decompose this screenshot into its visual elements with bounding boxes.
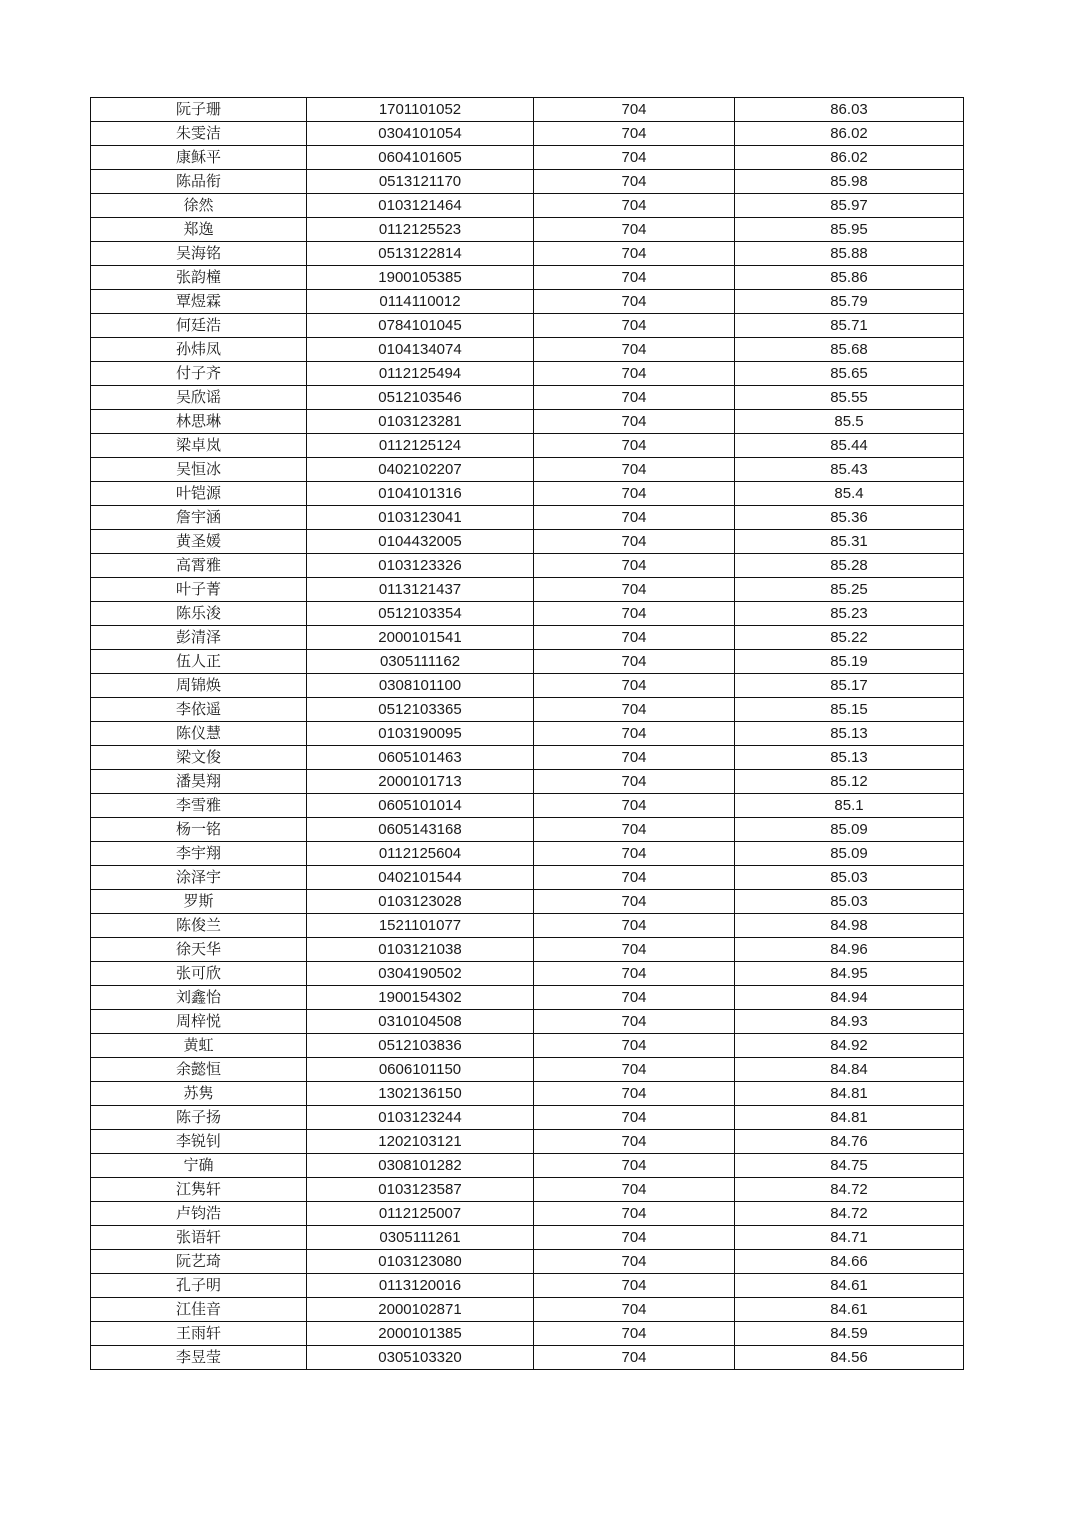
candidate-name-cell: 刘鑫怡 xyxy=(91,986,307,1010)
candidate-name-cell: 潘昊翔 xyxy=(91,770,307,794)
subject-code-cell: 704 xyxy=(534,410,735,434)
table-row xyxy=(91,1250,964,1274)
candidate-id-cell: 0112125124 xyxy=(307,434,534,458)
score-cell: 85.31 xyxy=(735,530,964,554)
table-row xyxy=(91,674,964,698)
subject-code-cell: 704 xyxy=(534,938,735,962)
score-cell: 84.93 xyxy=(735,1010,964,1034)
score-cell: 84.84 xyxy=(735,1058,964,1082)
candidate-name-cell: 王雨轩 xyxy=(91,1322,307,1346)
candidate-id-cell: 0604101605 xyxy=(307,146,534,170)
candidate-id-cell: 0103123587 xyxy=(307,1178,534,1202)
candidate-id-cell: 0305111162 xyxy=(307,650,534,674)
table-row xyxy=(91,170,964,194)
score-cell: 85.97 xyxy=(735,194,964,218)
table-row xyxy=(91,818,964,842)
candidate-id-cell: 0103121038 xyxy=(307,938,534,962)
subject-code-cell: 704 xyxy=(534,1178,735,1202)
candidate-id-cell: 1701101052 xyxy=(307,98,534,122)
candidate-id-cell: 0103121464 xyxy=(307,194,534,218)
table-row xyxy=(91,410,964,434)
subject-code-cell: 704 xyxy=(534,386,735,410)
score-cell: 85.1 xyxy=(735,794,964,818)
subject-code-cell: 704 xyxy=(534,122,735,146)
candidate-name-cell: 黄圣媛 xyxy=(91,530,307,554)
candidate-name-cell: 吴恒冰 xyxy=(91,458,307,482)
subject-code-cell: 704 xyxy=(534,866,735,890)
score-cell: 86.02 xyxy=(735,122,964,146)
table-row xyxy=(91,1010,964,1034)
score-cell: 84.56 xyxy=(735,1346,964,1370)
table-row xyxy=(91,1058,964,1082)
subject-code-cell: 704 xyxy=(534,482,735,506)
candidate-name-cell: 涂泽宇 xyxy=(91,866,307,890)
table-row xyxy=(91,290,964,314)
table-row xyxy=(91,1154,964,1178)
subject-code-cell: 704 xyxy=(534,578,735,602)
subject-code-cell: 704 xyxy=(534,314,735,338)
candidate-name-cell: 李依遥 xyxy=(91,698,307,722)
candidate-id-cell: 0310104508 xyxy=(307,1010,534,1034)
candidate-id-cell: 0606101150 xyxy=(307,1058,534,1082)
candidate-name-cell: 陈俊兰 xyxy=(91,914,307,938)
subject-code-cell: 704 xyxy=(534,1106,735,1130)
subject-code-cell: 704 xyxy=(534,434,735,458)
candidate-id-cell: 0103123041 xyxy=(307,506,534,530)
candidate-id-cell: 0103190095 xyxy=(307,722,534,746)
subject-code-cell: 704 xyxy=(534,818,735,842)
candidate-name-cell: 张语轩 xyxy=(91,1226,307,1250)
candidate-id-cell: 0103123028 xyxy=(307,890,534,914)
table-row xyxy=(91,482,964,506)
table-row xyxy=(91,866,964,890)
score-cell: 85.15 xyxy=(735,698,964,722)
table-row xyxy=(91,722,964,746)
candidate-id-cell: 0402101544 xyxy=(307,866,534,890)
score-cell: 84.61 xyxy=(735,1298,964,1322)
candidate-name-cell: 吴海铭 xyxy=(91,242,307,266)
candidate-id-cell: 0784101045 xyxy=(307,314,534,338)
candidate-name-cell: 梁文俊 xyxy=(91,746,307,770)
candidate-id-cell: 0512103546 xyxy=(307,386,534,410)
candidate-id-cell: 1202103121 xyxy=(307,1130,534,1154)
subject-code-cell: 704 xyxy=(534,722,735,746)
subject-code-cell: 704 xyxy=(534,146,735,170)
candidate-name-cell: 阮艺琦 xyxy=(91,1250,307,1274)
candidate-name-cell: 张韵橦 xyxy=(91,266,307,290)
score-cell: 85.79 xyxy=(735,290,964,314)
table-row xyxy=(91,650,964,674)
subject-code-cell: 704 xyxy=(534,794,735,818)
score-cell: 84.66 xyxy=(735,1250,964,1274)
candidate-name-cell: 李宇翔 xyxy=(91,842,307,866)
score-cell: 85.22 xyxy=(735,626,964,650)
candidate-name-cell: 康稣平 xyxy=(91,146,307,170)
candidate-name-cell: 孔子明 xyxy=(91,1274,307,1298)
table-row xyxy=(91,194,964,218)
score-cell: 86.03 xyxy=(735,98,964,122)
score-cell: 85.43 xyxy=(735,458,964,482)
candidate-name-cell: 梁卓岚 xyxy=(91,434,307,458)
candidate-name-cell: 张可欣 xyxy=(91,962,307,986)
candidate-name-cell: 何廷浩 xyxy=(91,314,307,338)
candidate-id-cell: 2000101713 xyxy=(307,770,534,794)
table-row xyxy=(91,1106,964,1130)
candidate-id-cell: 0114110012 xyxy=(307,290,534,314)
table-row xyxy=(91,266,964,290)
candidate-id-cell: 0512103836 xyxy=(307,1034,534,1058)
candidate-id-cell: 0605101463 xyxy=(307,746,534,770)
score-cell: 84.95 xyxy=(735,962,964,986)
score-cell: 85.36 xyxy=(735,506,964,530)
candidate-name-cell: 周梓悦 xyxy=(91,1010,307,1034)
table-row xyxy=(91,842,964,866)
score-cell: 84.96 xyxy=(735,938,964,962)
candidate-name-cell: 陈子扬 xyxy=(91,1106,307,1130)
table-row xyxy=(91,1178,964,1202)
subject-code-cell: 704 xyxy=(534,986,735,1010)
subject-code-cell: 704 xyxy=(534,1058,735,1082)
table-row xyxy=(91,554,964,578)
score-cell: 85.5 xyxy=(735,410,964,434)
subject-code-cell: 704 xyxy=(534,770,735,794)
candidate-id-cell: 0113120016 xyxy=(307,1274,534,1298)
candidate-name-cell: 高霄雅 xyxy=(91,554,307,578)
subject-code-cell: 704 xyxy=(534,290,735,314)
subject-code-cell: 704 xyxy=(534,842,735,866)
candidate-name-cell: 陈品衔 xyxy=(91,170,307,194)
subject-code-cell: 704 xyxy=(534,1154,735,1178)
candidate-id-cell: 0113121437 xyxy=(307,578,534,602)
subject-code-cell: 704 xyxy=(534,338,735,362)
score-cell: 85.88 xyxy=(735,242,964,266)
table-row xyxy=(91,338,964,362)
table-row xyxy=(91,434,964,458)
subject-code-cell: 704 xyxy=(534,698,735,722)
subject-code-cell: 704 xyxy=(534,1346,735,1370)
subject-code-cell: 704 xyxy=(534,1130,735,1154)
table-row xyxy=(91,626,964,650)
candidate-name-cell: 叶铠源 xyxy=(91,482,307,506)
candidate-name-cell: 徐天华 xyxy=(91,938,307,962)
table-row xyxy=(91,602,964,626)
candidate-id-cell: 0103123326 xyxy=(307,554,534,578)
score-cell: 85.55 xyxy=(735,386,964,410)
score-cell: 85.25 xyxy=(735,578,964,602)
candidate-id-cell: 0308101100 xyxy=(307,674,534,698)
score-cell: 85.65 xyxy=(735,362,964,386)
table-row xyxy=(91,890,964,914)
table-row xyxy=(91,962,964,986)
candidate-id-cell: 0304190502 xyxy=(307,962,534,986)
table-row xyxy=(91,218,964,242)
table-row xyxy=(91,1202,964,1226)
candidate-id-cell: 1900154302 xyxy=(307,986,534,1010)
candidate-name-cell: 江佳音 xyxy=(91,1298,307,1322)
candidate-name-cell: 卢钧浩 xyxy=(91,1202,307,1226)
score-table xyxy=(90,97,964,1370)
table-row xyxy=(91,938,964,962)
score-cell: 84.76 xyxy=(735,1130,964,1154)
score-cell: 84.81 xyxy=(735,1082,964,1106)
subject-code-cell: 704 xyxy=(534,1010,735,1034)
candidate-name-cell: 李雪雅 xyxy=(91,794,307,818)
candidate-name-cell: 彭清泽 xyxy=(91,626,307,650)
subject-code-cell: 704 xyxy=(534,602,735,626)
candidate-name-cell: 付子齐 xyxy=(91,362,307,386)
score-cell: 84.98 xyxy=(735,914,964,938)
candidate-name-cell: 孙炜凤 xyxy=(91,338,307,362)
score-cell: 84.72 xyxy=(735,1202,964,1226)
score-cell: 85.28 xyxy=(735,554,964,578)
score-cell: 84.71 xyxy=(735,1226,964,1250)
score-cell: 85.13 xyxy=(735,746,964,770)
table-row xyxy=(91,98,964,122)
score-cell: 85.09 xyxy=(735,818,964,842)
subject-code-cell: 704 xyxy=(534,1226,735,1250)
candidate-id-cell: 0103123281 xyxy=(307,410,534,434)
candidate-id-cell: 0305103320 xyxy=(307,1346,534,1370)
candidate-name-cell: 余懿恒 xyxy=(91,1058,307,1082)
candidate-id-cell: 1521101077 xyxy=(307,914,534,938)
candidate-name-cell: 杨一铭 xyxy=(91,818,307,842)
subject-code-cell: 704 xyxy=(534,218,735,242)
score-cell: 85.95 xyxy=(735,218,964,242)
score-cell: 84.81 xyxy=(735,1106,964,1130)
table-row xyxy=(91,146,964,170)
candidate-name-cell: 陈仪慧 xyxy=(91,722,307,746)
table-row xyxy=(91,1322,964,1346)
score-cell: 85.4 xyxy=(735,482,964,506)
candidate-name-cell: 周锦焕 xyxy=(91,674,307,698)
table-row xyxy=(91,506,964,530)
candidate-id-cell: 0104101316 xyxy=(307,482,534,506)
score-cell: 85.03 xyxy=(735,890,964,914)
candidate-id-cell: 0512103365 xyxy=(307,698,534,722)
table-row xyxy=(91,1082,964,1106)
subject-code-cell: 704 xyxy=(534,170,735,194)
score-cell: 84.94 xyxy=(735,986,964,1010)
table-row xyxy=(91,578,964,602)
subject-code-cell: 704 xyxy=(534,458,735,482)
subject-code-cell: 704 xyxy=(534,506,735,530)
score-cell: 85.09 xyxy=(735,842,964,866)
subject-code-cell: 704 xyxy=(534,98,735,122)
score-cell: 84.75 xyxy=(735,1154,964,1178)
candidate-name-cell: 李锐钊 xyxy=(91,1130,307,1154)
candidate-id-cell: 2000101385 xyxy=(307,1322,534,1346)
candidate-name-cell: 詹宇涵 xyxy=(91,506,307,530)
table-row xyxy=(91,1034,964,1058)
candidate-id-cell: 0112125604 xyxy=(307,842,534,866)
table-row xyxy=(91,986,964,1010)
candidate-name-cell: 陈乐浚 xyxy=(91,602,307,626)
candidate-name-cell: 覃煜霖 xyxy=(91,290,307,314)
candidate-id-cell: 0402102207 xyxy=(307,458,534,482)
subject-code-cell: 704 xyxy=(534,194,735,218)
subject-code-cell: 704 xyxy=(534,914,735,938)
candidate-name-cell: 苏隽 xyxy=(91,1082,307,1106)
score-cell: 85.13 xyxy=(735,722,964,746)
table-row xyxy=(91,458,964,482)
candidate-name-cell: 伍人正 xyxy=(91,650,307,674)
subject-code-cell: 704 xyxy=(534,1250,735,1274)
score-cell: 85.68 xyxy=(735,338,964,362)
candidate-name-cell: 徐然 xyxy=(91,194,307,218)
candidate-name-cell: 李昱莹 xyxy=(91,1346,307,1370)
score-cell: 85.19 xyxy=(735,650,964,674)
subject-code-cell: 704 xyxy=(534,1274,735,1298)
score-table-body xyxy=(91,98,964,1370)
candidate-id-cell: 0104432005 xyxy=(307,530,534,554)
candidate-id-cell: 0103123244 xyxy=(307,1106,534,1130)
subject-code-cell: 704 xyxy=(534,962,735,986)
candidate-id-cell: 0104134074 xyxy=(307,338,534,362)
table-row xyxy=(91,122,964,146)
score-cell: 84.59 xyxy=(735,1322,964,1346)
subject-code-cell: 704 xyxy=(534,554,735,578)
score-cell: 85.71 xyxy=(735,314,964,338)
subject-code-cell: 704 xyxy=(534,530,735,554)
table-row xyxy=(91,794,964,818)
candidate-id-cell: 0513121170 xyxy=(307,170,534,194)
table-row xyxy=(91,386,964,410)
subject-code-cell: 704 xyxy=(534,890,735,914)
candidate-id-cell: 0605101014 xyxy=(307,794,534,818)
candidate-id-cell: 0112125523 xyxy=(307,218,534,242)
candidate-id-cell: 1302136150 xyxy=(307,1082,534,1106)
candidate-id-cell: 0112125007 xyxy=(307,1202,534,1226)
table-row xyxy=(91,362,964,386)
candidate-id-cell: 1900105385 xyxy=(307,266,534,290)
table-row xyxy=(91,1346,964,1370)
candidate-id-cell: 2000102871 xyxy=(307,1298,534,1322)
candidate-name-cell: 叶子菁 xyxy=(91,578,307,602)
subject-code-cell: 704 xyxy=(534,1082,735,1106)
table-row xyxy=(91,242,964,266)
score-cell: 85.98 xyxy=(735,170,964,194)
candidate-id-cell: 0605143168 xyxy=(307,818,534,842)
candidate-name-cell: 宁确 xyxy=(91,1154,307,1178)
score-cell: 85.44 xyxy=(735,434,964,458)
candidate-id-cell: 2000101541 xyxy=(307,626,534,650)
table-row xyxy=(91,770,964,794)
table-row xyxy=(91,1226,964,1250)
candidate-name-cell: 朱雯洁 xyxy=(91,122,307,146)
candidate-id-cell: 0513122814 xyxy=(307,242,534,266)
candidate-name-cell: 阮子珊 xyxy=(91,98,307,122)
score-cell: 85.86 xyxy=(735,266,964,290)
table-row xyxy=(91,914,964,938)
score-cell: 85.03 xyxy=(735,866,964,890)
subject-code-cell: 704 xyxy=(534,362,735,386)
table-row xyxy=(91,1298,964,1322)
candidate-id-cell: 0304101054 xyxy=(307,122,534,146)
subject-code-cell: 704 xyxy=(534,650,735,674)
table-row xyxy=(91,1130,964,1154)
candidate-name-cell: 郑逸 xyxy=(91,218,307,242)
subject-code-cell: 704 xyxy=(534,746,735,770)
score-cell: 84.92 xyxy=(735,1034,964,1058)
candidate-id-cell: 0308101282 xyxy=(307,1154,534,1178)
candidate-name-cell: 林思琳 xyxy=(91,410,307,434)
score-cell: 85.23 xyxy=(735,602,964,626)
table-row xyxy=(91,314,964,338)
table-row xyxy=(91,746,964,770)
subject-code-cell: 704 xyxy=(534,266,735,290)
subject-code-cell: 704 xyxy=(534,1322,735,1346)
candidate-name-cell: 黄虹 xyxy=(91,1034,307,1058)
score-cell: 85.17 xyxy=(735,674,964,698)
candidate-name-cell: 罗斯 xyxy=(91,890,307,914)
candidate-id-cell: 0103123080 xyxy=(307,1250,534,1274)
candidate-id-cell: 0305111261 xyxy=(307,1226,534,1250)
score-cell: 86.02 xyxy=(735,146,964,170)
score-cell: 84.72 xyxy=(735,1178,964,1202)
subject-code-cell: 704 xyxy=(534,674,735,698)
candidate-id-cell: 0512103354 xyxy=(307,602,534,626)
subject-code-cell: 704 xyxy=(534,1034,735,1058)
subject-code-cell: 704 xyxy=(534,626,735,650)
table-row xyxy=(91,1274,964,1298)
score-cell: 84.61 xyxy=(735,1274,964,1298)
subject-code-cell: 704 xyxy=(534,1298,735,1322)
score-cell: 85.12 xyxy=(735,770,964,794)
candidate-id-cell: 0112125494 xyxy=(307,362,534,386)
candidate-name-cell: 吴欣谣 xyxy=(91,386,307,410)
subject-code-cell: 704 xyxy=(534,1202,735,1226)
candidate-name-cell: 江隽轩 xyxy=(91,1178,307,1202)
subject-code-cell: 704 xyxy=(534,242,735,266)
table-row xyxy=(91,698,964,722)
table-row xyxy=(91,530,964,554)
